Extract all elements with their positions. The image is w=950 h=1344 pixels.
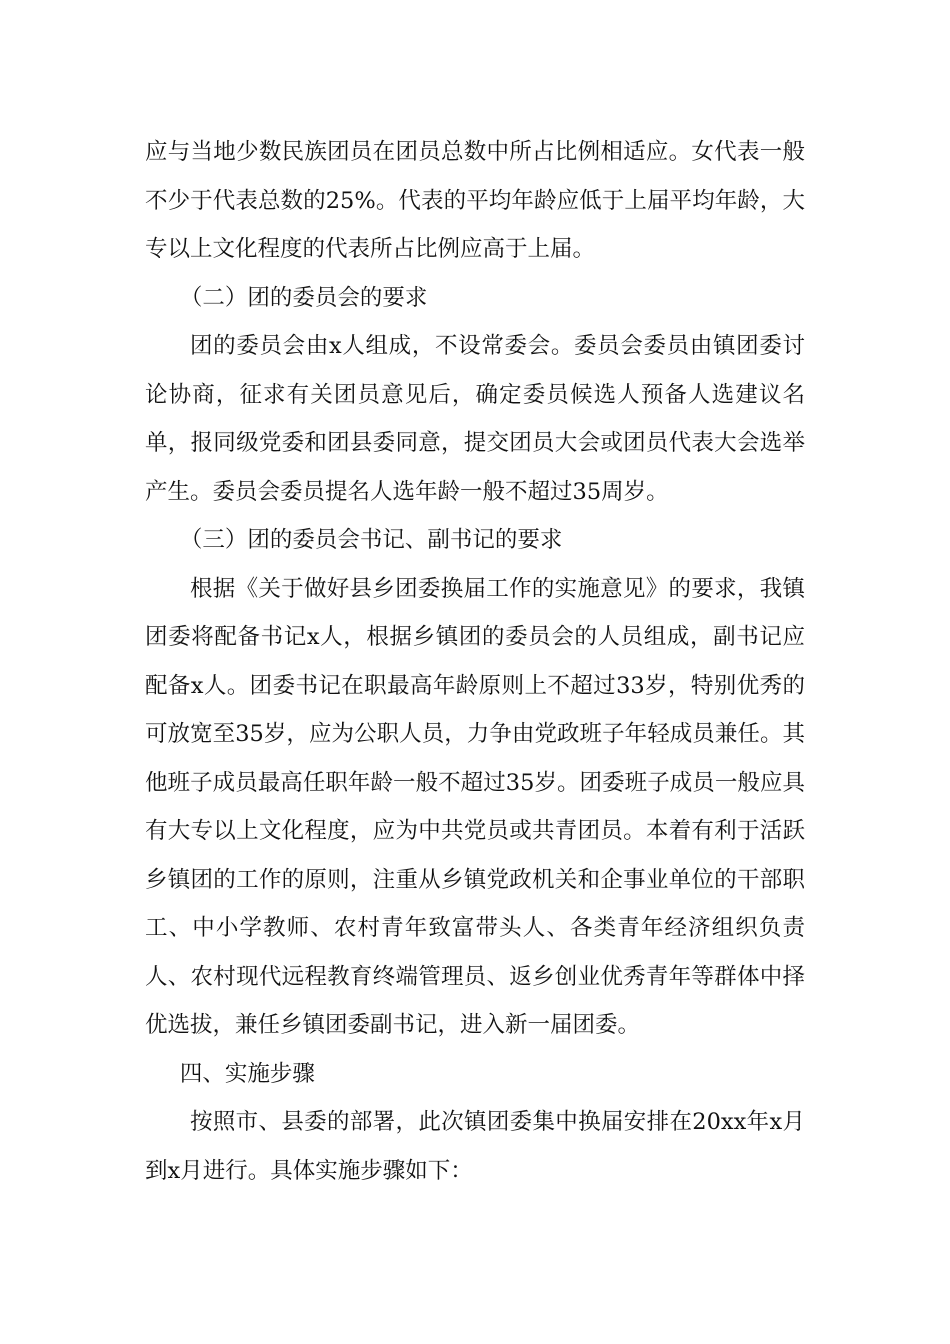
section-heading-committee-requirements: （二）团的委员会的要求 <box>179 284 428 311</box>
section-heading-secretary-requirements: （三）团的委员会书记、副书记的要求 <box>179 527 563 553</box>
paragraph-secretary-selection: 根据《关于做好县乡团委换届工作的实施意见》的要求，我镇团委将配备书记x人，根据乡镇团的委员会的人员组成，副书记应配备x人。团委书记在职最高年龄原则上不超过33岁，特别优秀的可放宽至35岁，应为公职人员，力争由党政班子年轻成员兼任。其他班子成员最高任职年龄一般不超过35岁。团委班子成员一般应具有大专以上文化程度，应为中共党员或共青团员。本着有利于活跃乡镇团的工作的原则，注重从乡镇党政机关和企事业单位的干部职工、中小学教师、农村青年致富带头人、各类青年经济组织负责人、农村现代远程教育终端管理员、返乡创业优秀青年等群体中择优选拔，兼任乡镇团委副书记，进入新一届团委。 <box>145 575 805 1038</box>
paragraph-ethnic-female-age-ratio: 应与当地少数民族团员在团员总数中所占比例相适应。女代表一般不少于代表总数的25%。代表的平均年龄应低于上届平均年龄，大专以上文化程度的代表所占比例应高于上届。 <box>145 139 805 262</box>
paragraph-committee-composition: 团的委员会由x人组成，不设常委会。委员会委员由镇团委讨论协商，征求有关团员意见后，确定委员候选人预备人选建议名单，报同级党委和团县委同意，提交团员大会或团员代表大会选举产生。委员会委员提名人选年龄一般不超过35周岁。 <box>145 333 805 505</box>
document-body <box>145 128 805 1195</box>
paragraph-schedule: 按照市、县委的部署，此次镇团委集中换届安排在20xx年x月到x月进行。具体实施步骤如下： <box>145 1109 805 1184</box>
section-heading-implementation-steps: 四、实施步骤 <box>179 1060 315 1087</box>
